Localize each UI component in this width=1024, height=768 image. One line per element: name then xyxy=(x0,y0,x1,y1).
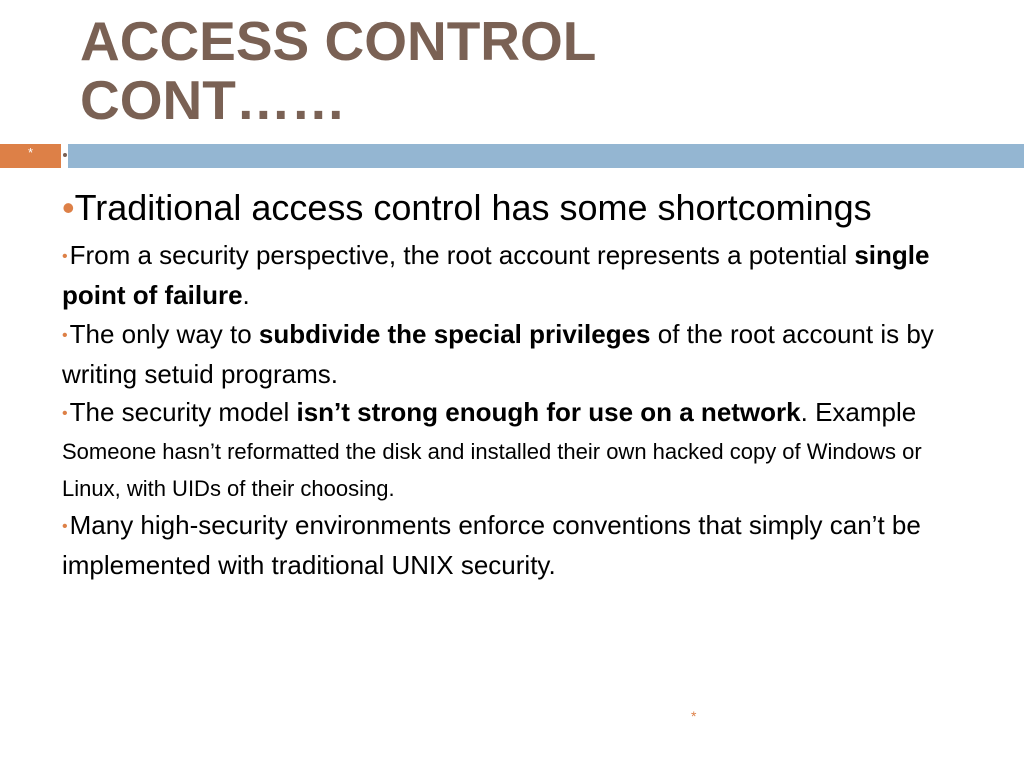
divider-dot xyxy=(63,153,67,157)
slide-title-line-1: ACCESS CONTROL xyxy=(80,10,597,72)
bullet-marker: • xyxy=(62,518,68,535)
bullet-text-end: of the root account is by writing setuid programs. xyxy=(62,319,934,389)
example-text: Someone hasn’t reformatted the disk and installed their own hacked copy of Windows or Linux, with UIDs of their choosing. xyxy=(62,439,922,501)
slide-title xyxy=(80,12,700,130)
bullet-marker: • xyxy=(62,248,68,265)
slide-title-line-2: CONT…… xyxy=(80,69,346,131)
bullet-marker: • xyxy=(62,327,68,344)
accent-star-mark: * xyxy=(27,145,34,160)
footer-star-mark: * xyxy=(691,708,697,724)
bullet-item-3 xyxy=(62,315,962,394)
divider-bar xyxy=(68,144,1024,168)
bullet-text: The only way to xyxy=(69,319,259,349)
bullet-marker: • xyxy=(62,187,75,228)
bullet-emphasis: single point of failure xyxy=(62,240,930,310)
bullet-text: The security model xyxy=(69,397,297,427)
bullet-marker: • xyxy=(62,405,68,422)
bullet-text: Traditional access control has some shortcomings xyxy=(74,187,872,228)
bullet-text: Many high-security environments enforce conventions that simply can’t be implemented with traditional UNIX security. xyxy=(62,510,921,580)
bullet-text-end: . xyxy=(242,280,250,310)
bullet-item-5 xyxy=(62,506,962,585)
bullet-text: From a security perspective, the root account represents a potential xyxy=(69,240,855,270)
slide-content xyxy=(62,186,962,585)
bullet-item-4 xyxy=(62,394,962,506)
bullet-emphasis: isn’t strong enough for use on a network xyxy=(296,397,801,427)
bullet-emphasis: subdivide the special privileges xyxy=(258,319,651,349)
bullet-item-1 xyxy=(62,186,962,230)
bullet-item-2 xyxy=(62,236,962,315)
bullet-text-middle: . Example xyxy=(800,397,917,427)
